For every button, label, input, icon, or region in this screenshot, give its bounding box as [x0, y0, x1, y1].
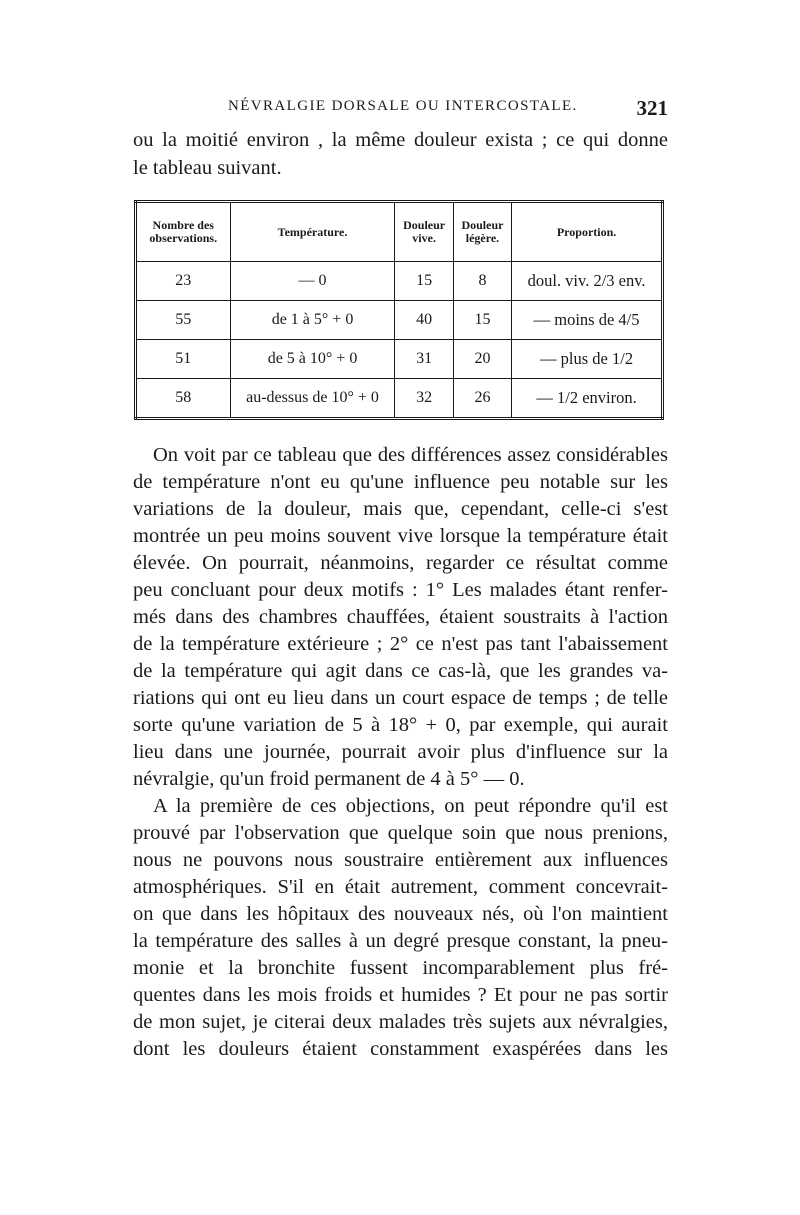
cell-douleur-vive: 15: [395, 262, 453, 301]
text-line: On voit par ce tableau que des différences assez considérables: [153, 444, 668, 466]
text-line: on que dans les hôpitaux des nouveaux nés, où l'on maintient: [133, 903, 668, 925]
running-head: [133, 96, 668, 120]
cell-proportion: — plus de 1/2: [512, 340, 663, 379]
cell-douleur-vive: 31: [395, 340, 453, 379]
cell-proportion: doul. viv. 2/3 env.: [512, 262, 663, 301]
table-row: [136, 340, 663, 379]
cell-observations: 23: [136, 262, 231, 301]
text-line: de la température qui agit dans ce cas-là, que les grandes va-: [133, 660, 668, 682]
text-line: sorte qu'une variation de 5 à 18° + 0, par exemple, qui aurait: [133, 714, 668, 736]
text-line: prouvé par l'observation que quelque soin que nous prenions,: [133, 822, 668, 844]
cell-douleur-legere: 8: [453, 262, 511, 301]
running-head-title: NÉVRALGIE DORSALE OU INTERCOSTALE.: [228, 98, 578, 114]
text-line: variations de la douleur, mais que, cependant, celle-ci s'est: [133, 498, 668, 520]
text-line: de mon sujet, je citerai deux malades très sujets aux névralgies,: [133, 1011, 668, 1033]
header-douleur-legere: Douleur légère.: [453, 202, 511, 262]
text-line: le tableau suivant.: [133, 157, 282, 179]
table-row: [136, 379, 663, 419]
table-row: [136, 262, 663, 301]
cell-douleur-legere: 15: [453, 301, 511, 340]
cell-douleur-legere: 20: [453, 340, 511, 379]
cell-observations: 51: [136, 340, 231, 379]
text-line: névralgie, qu'un froid permanent de 4 à 5° — 0.: [133, 768, 525, 790]
cell-proportion: — 1/2 environ.: [512, 379, 663, 419]
header-douleur-vive: Douleur vive.: [395, 202, 453, 262]
text-line: monie et la bronchite fussent incomparablement plus fré-: [133, 957, 668, 979]
cell-proportion: — moins de 4/5: [512, 301, 663, 340]
header-temperature: Température.: [230, 202, 395, 262]
cell-temperature: au-dessus de 10° + 0: [230, 379, 395, 419]
text-line: riations qui ont eu lieu dans un court espace de temps ; de telle: [133, 687, 668, 709]
text-line: quentes dans les mois froids et humides ? Et pour ne pas sortir: [133, 984, 668, 1006]
text-line: nous ne pouvons nous soustraire entièrement aux influences: [133, 849, 668, 871]
text-line: de température n'ont eu qu'une influence peu notable sur les: [133, 471, 668, 493]
header-observations: Nombre des observations.: [136, 202, 231, 262]
table-row: [136, 301, 663, 340]
cell-douleur-vive: 40: [395, 301, 453, 340]
text-line: de la température extérieure ; 2° ce n'est pas tant l'abaissement: [133, 633, 668, 655]
text-line: élevée. On pourrait, néanmoins, regarder ce résultat comme: [133, 552, 668, 574]
table-header-row: [136, 202, 663, 262]
text-line: A la première de ces objections, on peut répondre qu'il est: [153, 795, 668, 817]
cell-douleur-legere: 26: [453, 379, 511, 419]
text-line: més dans des chambres chauffées, étaient soustraits à l'action: [133, 606, 668, 628]
text-line: dont les douleurs étaient constamment exaspérées dans les: [133, 1038, 668, 1060]
text-line: lieu dans une journée, pourrait avoir plus d'influence sur la: [133, 741, 668, 763]
text-line: atmosphériques. S'il en était autrement, comment concevrait-: [133, 876, 668, 898]
text-line: peu concluant pour deux motifs : 1° Les malades étant renfer-: [133, 579, 668, 601]
page-number: 321: [636, 96, 668, 120]
cell-temperature: de 5 à 10° + 0: [230, 340, 395, 379]
text-line: montrée un peu moins souvent vive lorsque la température était: [133, 525, 668, 547]
text-line: la température des salles à un degré presque constant, la pneu-: [133, 930, 668, 952]
observation-table: [134, 200, 664, 420]
cell-douleur-vive: 32: [395, 379, 453, 419]
cell-temperature: de 1 à 5° + 0: [230, 301, 395, 340]
text-line: ou la moitié environ , la même douleur exista ; ce qui donne: [133, 129, 668, 151]
cell-temperature: — 0: [230, 262, 395, 301]
header-proportion: Proportion.: [512, 202, 663, 262]
cell-observations: 55: [136, 301, 231, 340]
cell-observations: 58: [136, 379, 231, 419]
